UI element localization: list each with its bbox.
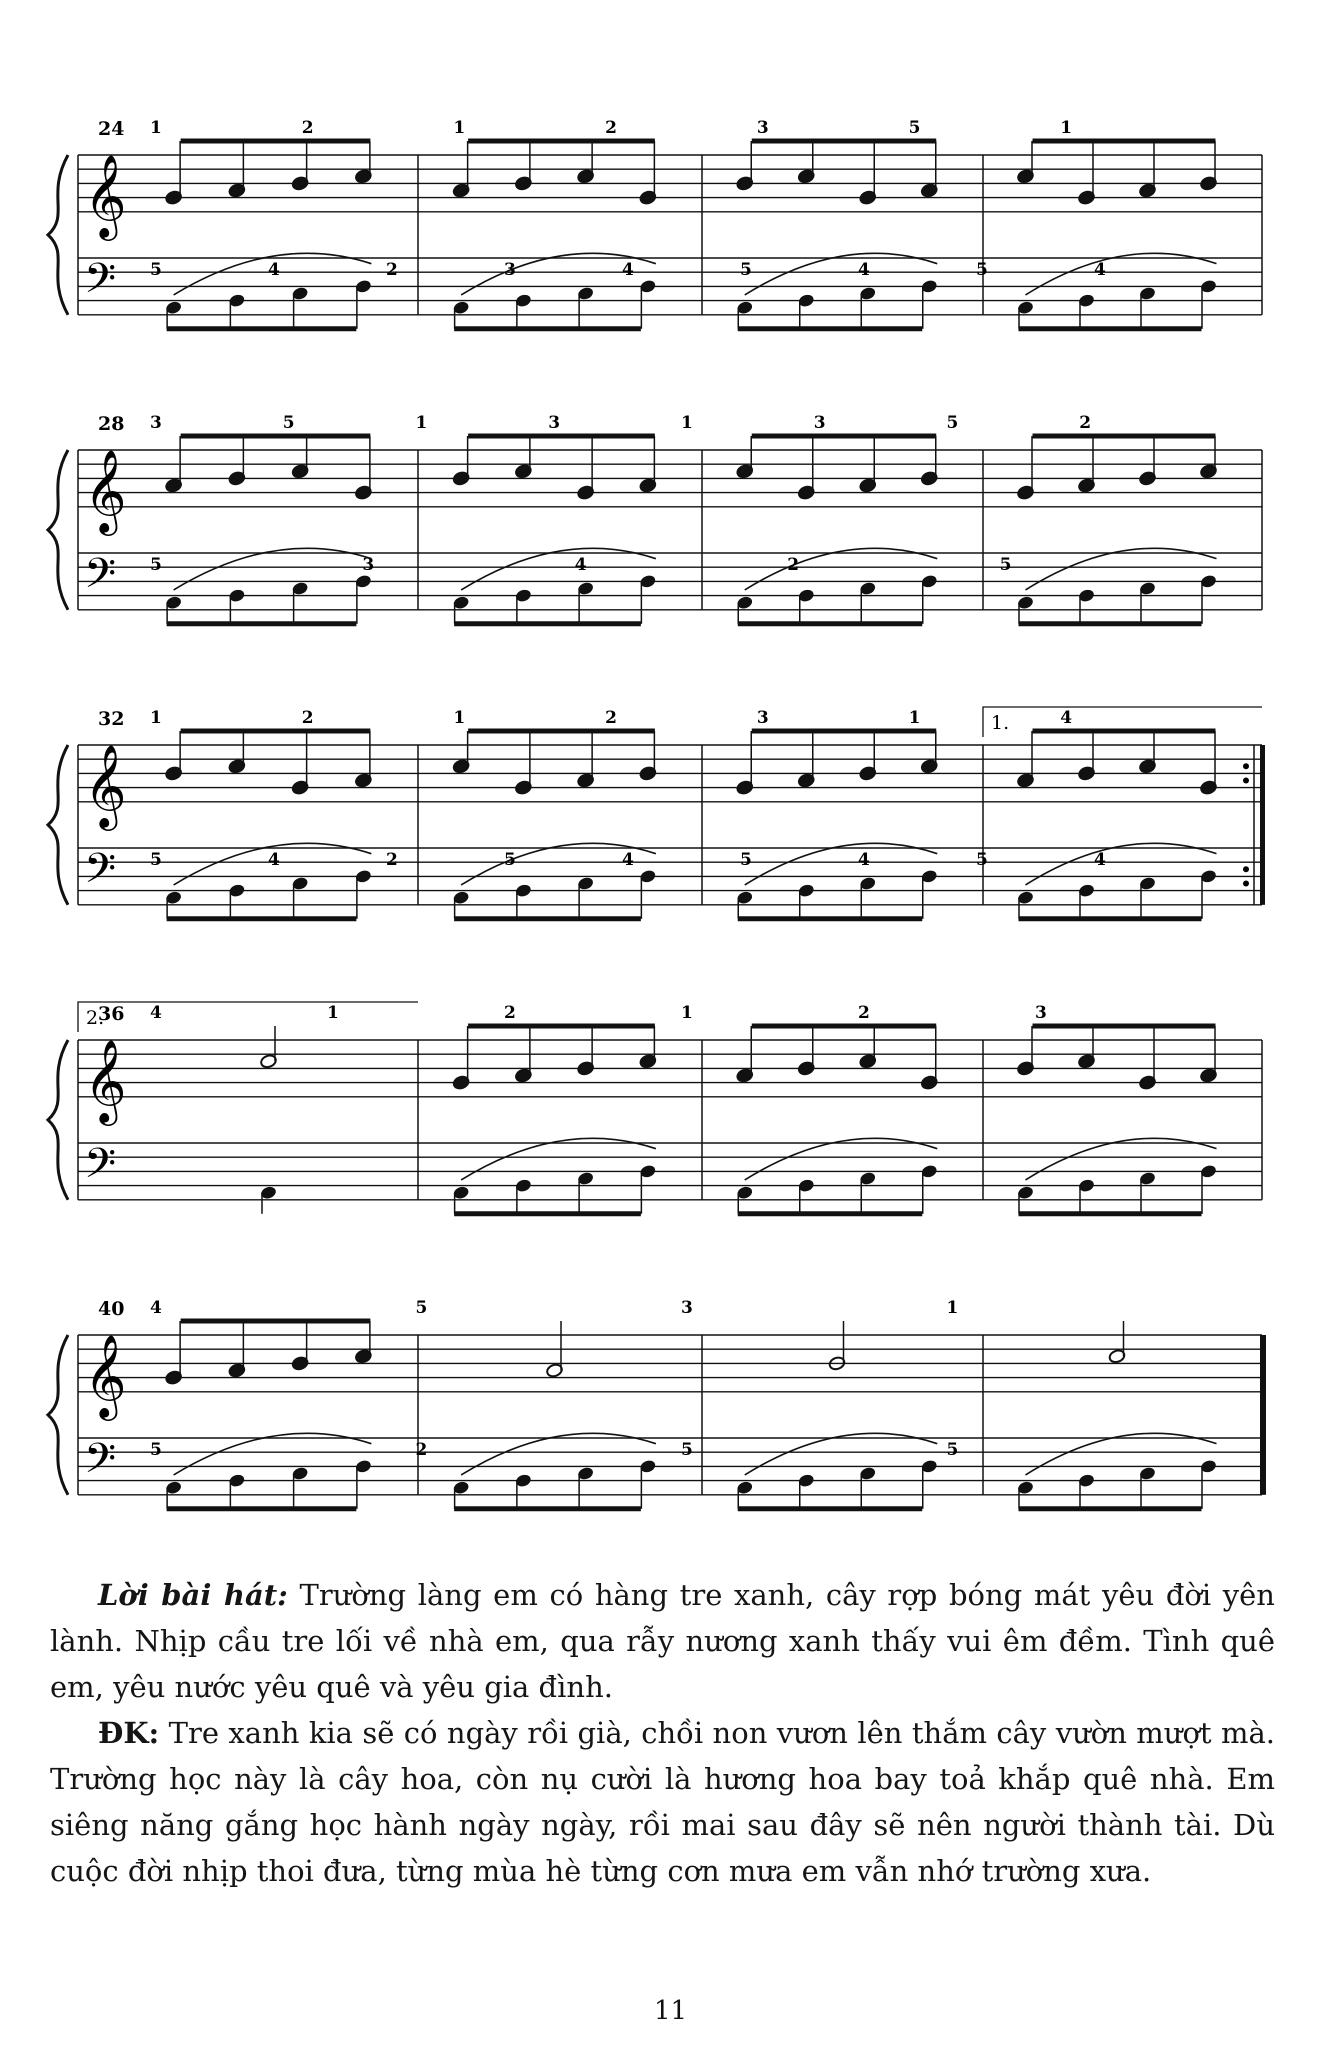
fingering-number: 1 <box>150 118 162 138</box>
slur <box>1026 548 1217 590</box>
brace <box>48 1335 68 1495</box>
chorus-text: Tre xanh kia sẽ có ngày rồi già, chồi non vươn lên thắm cây vườn mượt mà. Trường học này là cây hoa, còn nụ cười là hương hoa bay toả khắp quê nhà. Em siêng năng gắng học hành ngày ngày, rồi mai sau đây sẽ nên người thành tài. Dù cuộc đời nhịp thoi đưa, từng mùa hè từng cơn mưa em vẫn nhớ trường xưa. <box>50 1716 1275 1888</box>
fingering-number: 5 <box>282 413 295 433</box>
score-system <box>48 118 1262 329</box>
lyrics-block <box>50 1572 1275 1894</box>
chorus-paragraph <box>50 1710 1275 1894</box>
measure-number: 24 <box>98 118 125 140</box>
fingering-number: 3 <box>756 708 769 728</box>
fingering-number: 1 <box>150 708 162 728</box>
fingering-number: 3 <box>681 1298 693 1318</box>
fingering-number: 4 <box>268 850 280 871</box>
fingering-number: 4 <box>574 555 587 576</box>
volta-number: 1. <box>991 712 1010 734</box>
fingering-number: 4 <box>858 850 870 871</box>
brace <box>48 450 68 610</box>
slur <box>1026 843 1217 885</box>
measure-number: 40 <box>98 1298 125 1320</box>
fingering-number: 4 <box>1094 850 1106 871</box>
slur <box>1026 253 1217 295</box>
fingering-number: 5 <box>504 850 516 871</box>
treble-clef: 𝄞 <box>84 447 127 532</box>
repeat-dot <box>1243 866 1249 872</box>
verse-text: Trường làng em có hàng tre xanh, cây rợp bóng mát yêu đời yên lành. Nhịp cầu tre lối về nhà em, qua rẫy nương xanh thấy vui êm đềm. Tình quê em, yêu nước yêu quê và yêu gia đình. <box>50 1578 1275 1704</box>
fingering-number: 2 <box>301 118 314 138</box>
fingering-number: 5 <box>740 260 752 281</box>
fingering-number: 2 <box>787 555 800 576</box>
score-system <box>48 1298 1266 1509</box>
fingering-number: 5 <box>976 850 988 871</box>
fingering-number: 4 <box>1094 260 1106 281</box>
verse-label: Lời bài hát: <box>98 1578 288 1612</box>
fingering-number: 5 <box>999 555 1012 576</box>
fingering-number: 2 <box>386 260 398 281</box>
fingering-number: 5 <box>681 1440 693 1461</box>
fingering-number: 5 <box>415 1298 428 1318</box>
fingering-number: 2 <box>504 1003 516 1023</box>
fingering-number: 3 <box>504 260 516 281</box>
fingering-number: 2 <box>858 1003 870 1023</box>
fingering-number: 5 <box>908 118 921 138</box>
fingering-number: 4 <box>622 850 634 871</box>
final-barline <box>1260 1335 1266 1495</box>
slur <box>461 1433 656 1475</box>
brace <box>48 1040 68 1200</box>
fingering-number: 2 <box>415 1440 428 1461</box>
slur <box>745 1138 938 1180</box>
fingering-number: 3 <box>548 413 561 433</box>
fingering-number: 5 <box>946 413 959 433</box>
fingering-number: 1 <box>1060 118 1073 138</box>
fingering-number: 3 <box>1035 1003 1047 1023</box>
slur <box>1026 1138 1217 1180</box>
bass-clef: 𝄢 <box>84 1139 117 1198</box>
volta-bracket <box>78 1002 418 1032</box>
fingering-number: 2 <box>1079 413 1092 433</box>
score-system <box>48 707 1265 919</box>
verse-paragraph <box>50 1572 1275 1710</box>
measure-number: 32 <box>98 708 125 730</box>
score-system <box>48 413 1262 624</box>
fingering-number: 1 <box>908 708 921 728</box>
fingering-number: 5 <box>150 1440 162 1461</box>
measure-number: 36 <box>98 1003 125 1025</box>
fingering-number: 4 <box>1060 708 1073 728</box>
bass-clef: 𝄢 <box>84 1434 117 1493</box>
fingering-number: 1 <box>946 1298 959 1318</box>
repeat-dot <box>1243 778 1249 784</box>
fingering-number: 5 <box>946 1440 959 1461</box>
fingering-number: 1 <box>453 708 466 728</box>
fingering-number: 2 <box>605 708 617 728</box>
fingering-number: 5 <box>150 555 162 576</box>
score-system <box>48 1002 1262 1214</box>
slur <box>745 1433 938 1475</box>
fingering-number: 2 <box>605 118 617 138</box>
bass-clef: 𝄢 <box>84 254 117 313</box>
brace <box>48 745 68 905</box>
fingering-number: 2 <box>301 708 314 728</box>
fingering-number: 3 <box>362 555 375 576</box>
fingering-number: 1 <box>681 413 693 433</box>
treble-clef: 𝄞 <box>84 152 127 237</box>
repeat-dot <box>1243 881 1249 887</box>
fingering-number: 4 <box>150 1003 162 1023</box>
slur <box>461 548 656 590</box>
treble-clef: 𝄞 <box>84 1332 127 1417</box>
repeat-barline-thick <box>1260 745 1265 905</box>
fingering-number: 5 <box>740 850 752 871</box>
slur <box>174 1433 372 1475</box>
chorus-label: ĐK: <box>98 1716 160 1750</box>
slur <box>745 253 938 295</box>
volta-number: 2. <box>86 1007 105 1029</box>
fingering-number: 1 <box>327 1003 339 1023</box>
measure-number: 28 <box>98 413 125 435</box>
fingering-number: 2 <box>386 850 398 871</box>
fingering-number: 3 <box>150 413 162 433</box>
slur <box>174 548 375 590</box>
fingering-number: 4 <box>150 1298 162 1318</box>
slur <box>745 843 938 885</box>
fingering-number: 5 <box>976 260 988 281</box>
fingering-number: 1 <box>453 118 466 138</box>
fingering-number: 4 <box>622 260 634 281</box>
bass-clef: 𝄢 <box>84 549 117 608</box>
page-number: 11 <box>653 1996 688 2026</box>
slur <box>461 1138 656 1180</box>
treble-clef: 𝄞 <box>84 742 127 827</box>
brace <box>48 155 68 315</box>
fingering-number: 5 <box>150 850 162 871</box>
treble-clef: 𝄞 <box>84 1037 127 1122</box>
fingering-number: 3 <box>756 118 769 138</box>
fingering-number: 4 <box>858 260 870 281</box>
fingering-number: 5 <box>150 260 162 281</box>
fingering-number: 1 <box>415 413 428 433</box>
slur <box>1026 1433 1217 1475</box>
fingering-number: 3 <box>813 413 826 433</box>
slur <box>745 548 938 590</box>
fingering-number: 4 <box>268 260 280 281</box>
repeat-dot <box>1243 763 1249 769</box>
fingering-number: 1 <box>681 1003 693 1023</box>
bass-clef: 𝄢 <box>84 844 117 903</box>
